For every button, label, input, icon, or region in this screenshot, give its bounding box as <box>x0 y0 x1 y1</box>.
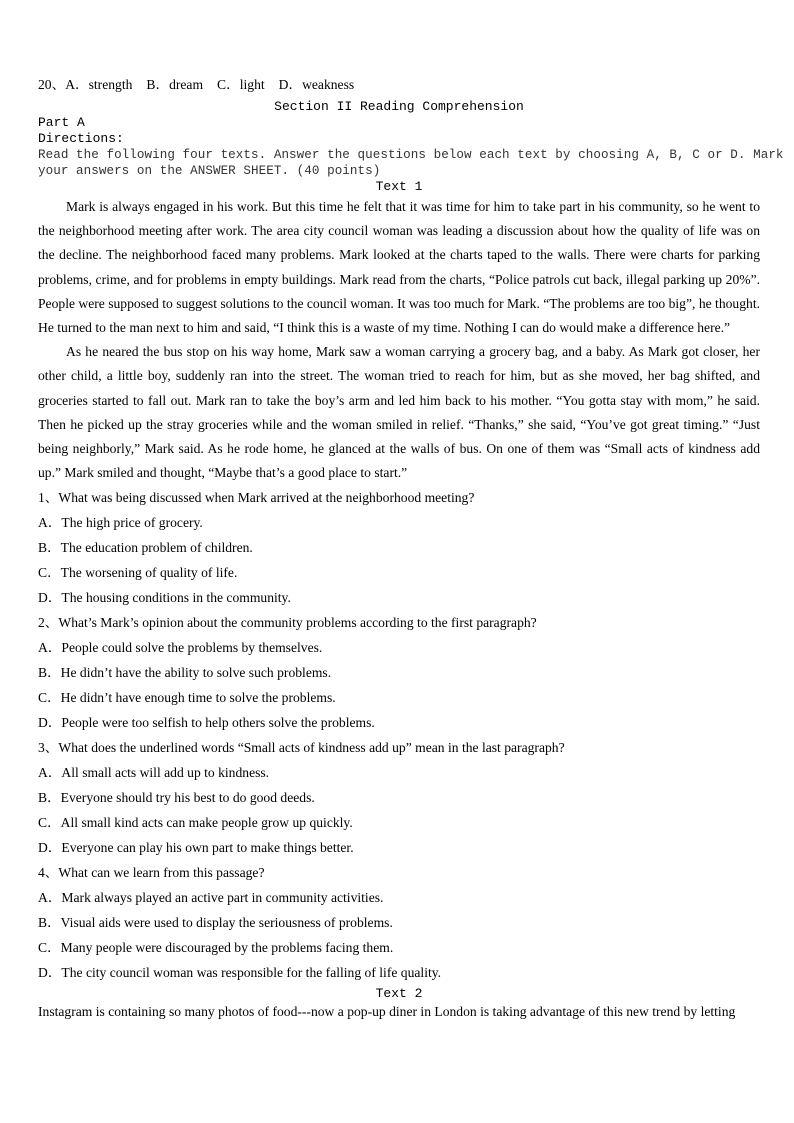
option-text: All small acts will add up to kindness. <box>61 765 270 781</box>
option-label: D． <box>38 840 62 856</box>
directions-label: Directions: <box>38 131 124 146</box>
option-c <box>38 935 760 960</box>
option-label: C． <box>38 815 61 831</box>
text1-title: Text 1 <box>375 179 423 194</box>
option-text: Everyone should try his best to do good deeds. <box>60 790 315 806</box>
option-c <box>38 685 760 710</box>
option-label: C． <box>38 940 61 956</box>
question-number: 1、 <box>38 490 59 506</box>
option-label: B． <box>38 540 61 556</box>
question-stem <box>38 860 760 885</box>
option-c <box>38 560 760 585</box>
option-label: A． <box>38 890 62 906</box>
question-1 <box>38 485 760 610</box>
option-label: D． <box>38 965 62 981</box>
option-label: D． <box>278 77 303 92</box>
option-text: He didn’t have enough time to solve the problems. <box>60 690 336 706</box>
question-stem <box>38 485 760 510</box>
option-a <box>38 510 760 535</box>
option-c <box>38 810 760 835</box>
option-text: People were too selfish to help others solve the problems. <box>61 715 375 731</box>
option-text: weakness <box>302 77 355 92</box>
option-label: B． <box>38 665 61 681</box>
text1-paragraph-2: As he neared the bus stop on his way home, Mark saw a woman carrying a grocery bag, and a baby. As Mark got closer, her other child, a little boy, suddenly ran into the street. The woman tried to reach for him, but as she moved, her bag shifted, and groceries started to fall out. Mark ran to take the boy’s arm and led him back to his mother. “You gotta stay with mom,” he said. Then he picked up the stray groceries while and the woman smiled in relief. “Thanks,” she said, “You’ve got great timing.” “Just being neighborly,” Mark said. As he rode home, he glanced at the walls of bus. On one of them was “Small acts of kindness add up.” Mark smiled and thought, “Maybe that’s a good place to start.” <box>38 344 760 481</box>
option-b <box>38 660 760 685</box>
option-b <box>38 535 760 560</box>
option-d <box>38 710 760 735</box>
option-a <box>38 760 760 785</box>
option-text: Many people were discouraged by the problems facing them. <box>60 940 394 956</box>
document-page <box>38 74 784 1022</box>
question-2 <box>38 610 760 735</box>
option-label: B． <box>146 77 170 92</box>
question-number: 3、 <box>38 740 59 756</box>
option-text: The city council woman was responsible for the falling of life quality. <box>61 965 442 981</box>
option-text: Mark always played an active part in community activities. <box>61 890 384 906</box>
option-label: A． <box>65 77 89 92</box>
option-label: A． <box>38 765 62 781</box>
option-label: A． <box>38 640 62 656</box>
text1-paragraph-1: Mark is always engaged in his work. But this time he felt that it was time for him to take part in his community, so he went to the neighborhood meeting after work. The area city council woman was leading a discussion about how the quality of life was on the decline. The neighborhood faced many problems. Mark looked at the charts taped to the walls. There were charts for parking problems, crime, and for problems in empty buildings. Mark read from the charts, “Police patrols cut back, illegal parking up 20%”. People were supposed to suggest solutions to the council woman. It was too much for Mark. “The problems are too big”, he thought. He turned to the man next to him and said, “I think this is a waste of my time. Nothing I can do would make a difference here.” <box>38 199 760 336</box>
question-4 <box>38 860 760 985</box>
question-number: 4、 <box>38 865 59 881</box>
option-a <box>38 885 760 910</box>
option-text: dream <box>169 77 204 92</box>
option-label: D． <box>38 715 62 731</box>
option-text: strength <box>88 77 133 92</box>
text2-title: Text 2 <box>375 986 423 1002</box>
option-label: B． <box>38 790 61 806</box>
option-text: The high price of grocery. <box>61 515 203 531</box>
option-label: C． <box>217 77 240 92</box>
question-number: 20、 <box>38 77 66 92</box>
option-d <box>38 835 760 860</box>
directions-line: Read the following four texts. Answer the questions below each text by choosing A, B, C or D. Mark <box>38 148 784 162</box>
section-title: Section II Reading Comprehension <box>274 99 524 114</box>
part-label: Part A <box>38 115 85 130</box>
option-text: He didn’t have the ability to solve such problems. <box>60 665 332 681</box>
question-number: 2、 <box>38 615 59 631</box>
option-text: Everyone can play his own part to make things better. <box>61 840 354 856</box>
option-label: C． <box>38 690 61 706</box>
option-label: D． <box>38 590 62 606</box>
option-text: People could solve the problems by themselves. <box>61 640 323 656</box>
question-stem <box>38 610 760 635</box>
question-stem <box>38 735 760 760</box>
option-label: C． <box>38 565 61 581</box>
directions-line: your answers on the ANSWER SHEET. (40 points) <box>38 164 381 178</box>
question-text: What’s Mark’s opinion about the community problems according to the first paragraph? <box>58 615 537 631</box>
option-d <box>38 585 760 610</box>
option-text: The housing conditions in the community. <box>61 590 291 606</box>
option-text: light <box>239 77 265 92</box>
option-text: The education problem of children. <box>60 540 253 556</box>
option-text: Visual aids were used to display the seriousness of problems. <box>60 915 393 931</box>
option-b <box>38 785 760 810</box>
option-label: A． <box>38 515 62 531</box>
question-text: What was being discussed when Mark arrived at the neighborhood meeting? <box>58 490 475 506</box>
question-20 <box>38 74 760 96</box>
option-a <box>38 635 760 660</box>
question-3 <box>38 735 760 860</box>
option-b <box>38 910 760 935</box>
option-text: All small kind acts can make people grow up quickly. <box>60 815 353 831</box>
question-text: What can we learn from this passage? <box>58 865 265 881</box>
text2-first-line: Instagram is containing so many photos of food---now a pop-up diner in London is taking advantage of this new trend by letting <box>38 1004 736 1020</box>
option-d <box>38 960 760 985</box>
option-label: B． <box>38 915 61 931</box>
question-text: What does the underlined words “Small acts of kindness add up” mean in the last paragraph? <box>58 740 565 756</box>
option-text: The worsening of quality of life. <box>60 565 238 581</box>
